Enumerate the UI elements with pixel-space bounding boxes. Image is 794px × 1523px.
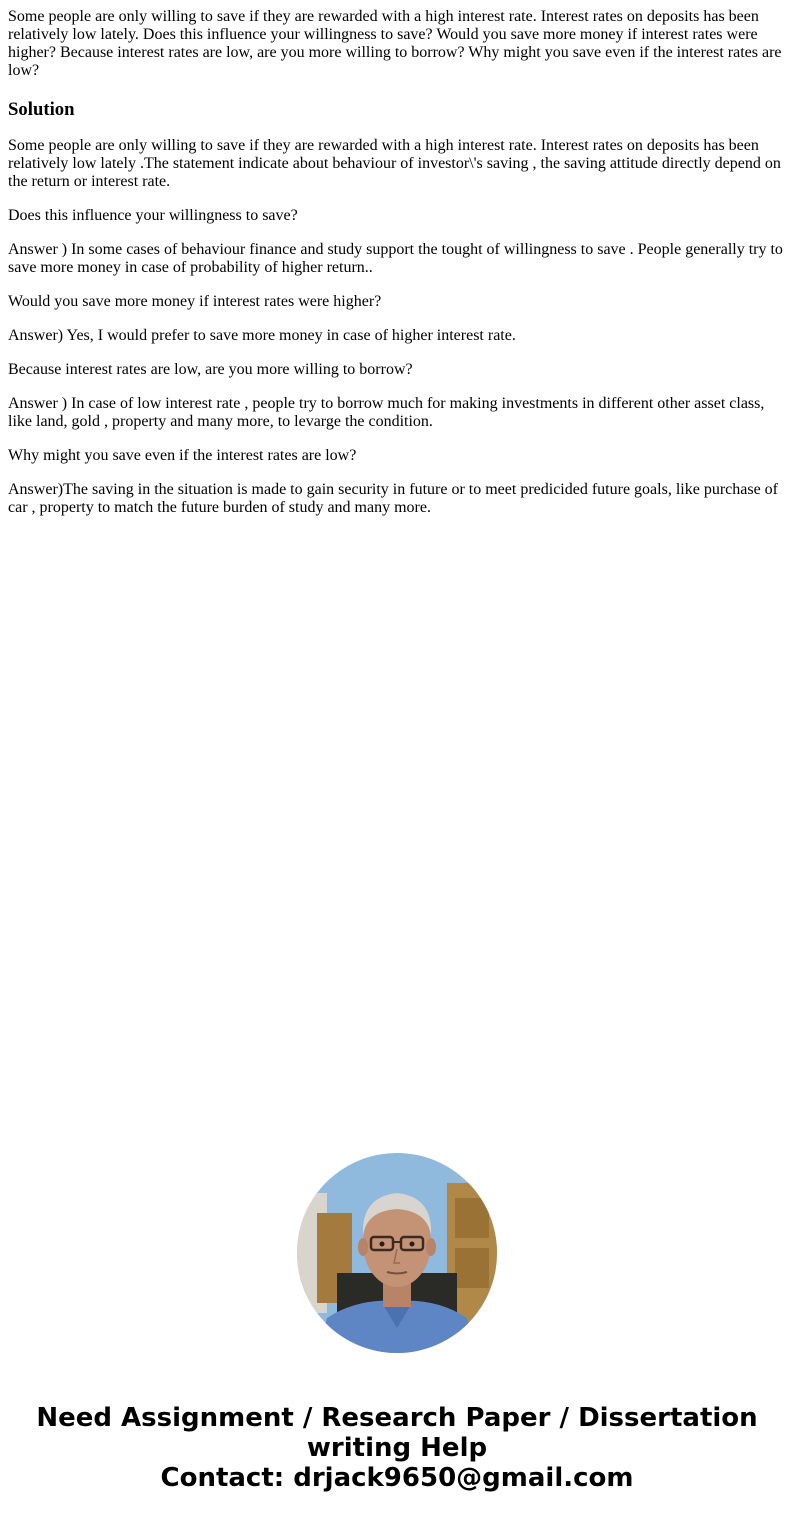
- footer-line-1: Need Assignment / Research Paper / Dissertation: [36, 1403, 758, 1433]
- footer-contact-line: Contact: drjack9650@gmail.com: [160, 1463, 634, 1493]
- contact-footer: [0, 1403, 794, 1493]
- author-avatar: [297, 1153, 497, 1353]
- solution-paragraph: Answer ) In case of low interest rate , people try to borrow much for making investments in different other asset class, like land, gold , property and many more, to levarge the condition.: [8, 395, 765, 430]
- solution-paragraph: Answer ) In some cases of behaviour finance and study support the tought of willingness to save . People generally try to save more money in case of probability of higher return..: [8, 241, 783, 276]
- author-portrait-image: [297, 1153, 497, 1353]
- solution-paragraph: Some people are only willing to save if they are rewarded with a high interest rate. Interest rates on deposits has been relatively low lately .The statement indicate about behaviour of investor\'s saving , the saving attitude directly depend on the return or interest rate.: [8, 137, 781, 190]
- solution-paragraph: Would you save more money if interest rates were higher?: [8, 293, 382, 310]
- document-body: [8, 8, 786, 533]
- solution-paragraph: Why might you save even if the interest rates are low?: [8, 447, 357, 464]
- solution-paragraph: Answer)The saving in the situation is made to gain security in future or to meet predicided future goals, like purchase of car , property to match the future burden of study and many more.: [8, 481, 778, 516]
- question-text: Some people are only willing to save if they are rewarded with a high interest rate. Interest rates on deposits has been relatively low lately. Does this influence your willingness to save? Would you save more money if interest rates were higher? Because interest rates are low, are you more willing to borrow? Why might you save even if the interest rates are low?: [8, 8, 782, 79]
- solution-paragraph: Answer) Yes, I would prefer to save more money in case of higher interest rate.: [8, 327, 516, 344]
- solution-paragraph: Does this influence your willingness to save?: [8, 207, 298, 224]
- solution-paragraph: Because interest rates are low, are you more willing to borrow?: [8, 361, 413, 378]
- footer-line-2: writing Help: [306, 1433, 488, 1463]
- solution-heading: Solution: [8, 99, 75, 120]
